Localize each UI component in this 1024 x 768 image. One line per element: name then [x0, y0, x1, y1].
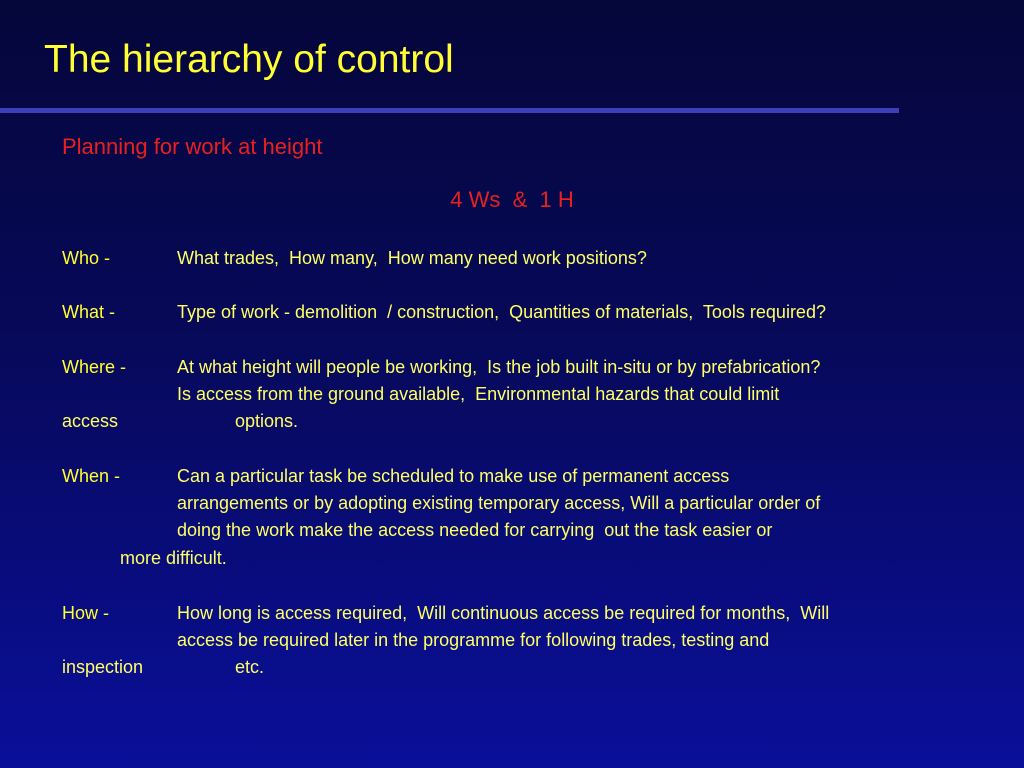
- center-heading: 4 Ws & 1 H: [450, 187, 574, 212]
- term-where: Where -: [62, 357, 127, 377]
- where-line-2: Is access from the ground available, Environmental hazards that could limit: [177, 384, 780, 404]
- how-line-1: How long is access required, Will continuous access be required for months, Will: [177, 603, 830, 623]
- where-wrap-right: options.: [235, 411, 299, 431]
- how-line-2: access be required later in the programme for following trades, testing and: [177, 630, 770, 650]
- term-what: What -: [62, 302, 116, 322]
- where-line-1: At what height will people be working, Is the job built in-situ or by prefabrication?: [177, 357, 821, 377]
- where-wrap-left: access: [62, 411, 119, 431]
- how-wrap-right: etc.: [235, 657, 265, 677]
- slide-subtitle: Planning for work at height: [62, 134, 323, 159]
- term-how: How -: [62, 603, 110, 623]
- when-line-3: doing the work make the access needed for carrying out the task easier or: [177, 520, 773, 540]
- slide-title: The hierarchy of control: [44, 38, 454, 81]
- when-wrap-indented: more difficult.: [120, 548, 227, 568]
- term-who: Who -: [62, 248, 111, 268]
- title-divider: [0, 108, 899, 113]
- how-wrap-left: inspection: [62, 657, 144, 677]
- what-line-1: Type of work - demolition / construction, Quantities of materials, Tools required?: [177, 302, 826, 322]
- term-when: When -: [62, 466, 121, 486]
- when-line-1: Can a particular task be scheduled to make use of permanent access: [177, 466, 730, 486]
- when-line-2: arrangements or by adopting existing temporary access, Will a particular order of: [177, 493, 821, 513]
- who-line-1: What trades, How many, How many need work positions?: [177, 248, 647, 268]
